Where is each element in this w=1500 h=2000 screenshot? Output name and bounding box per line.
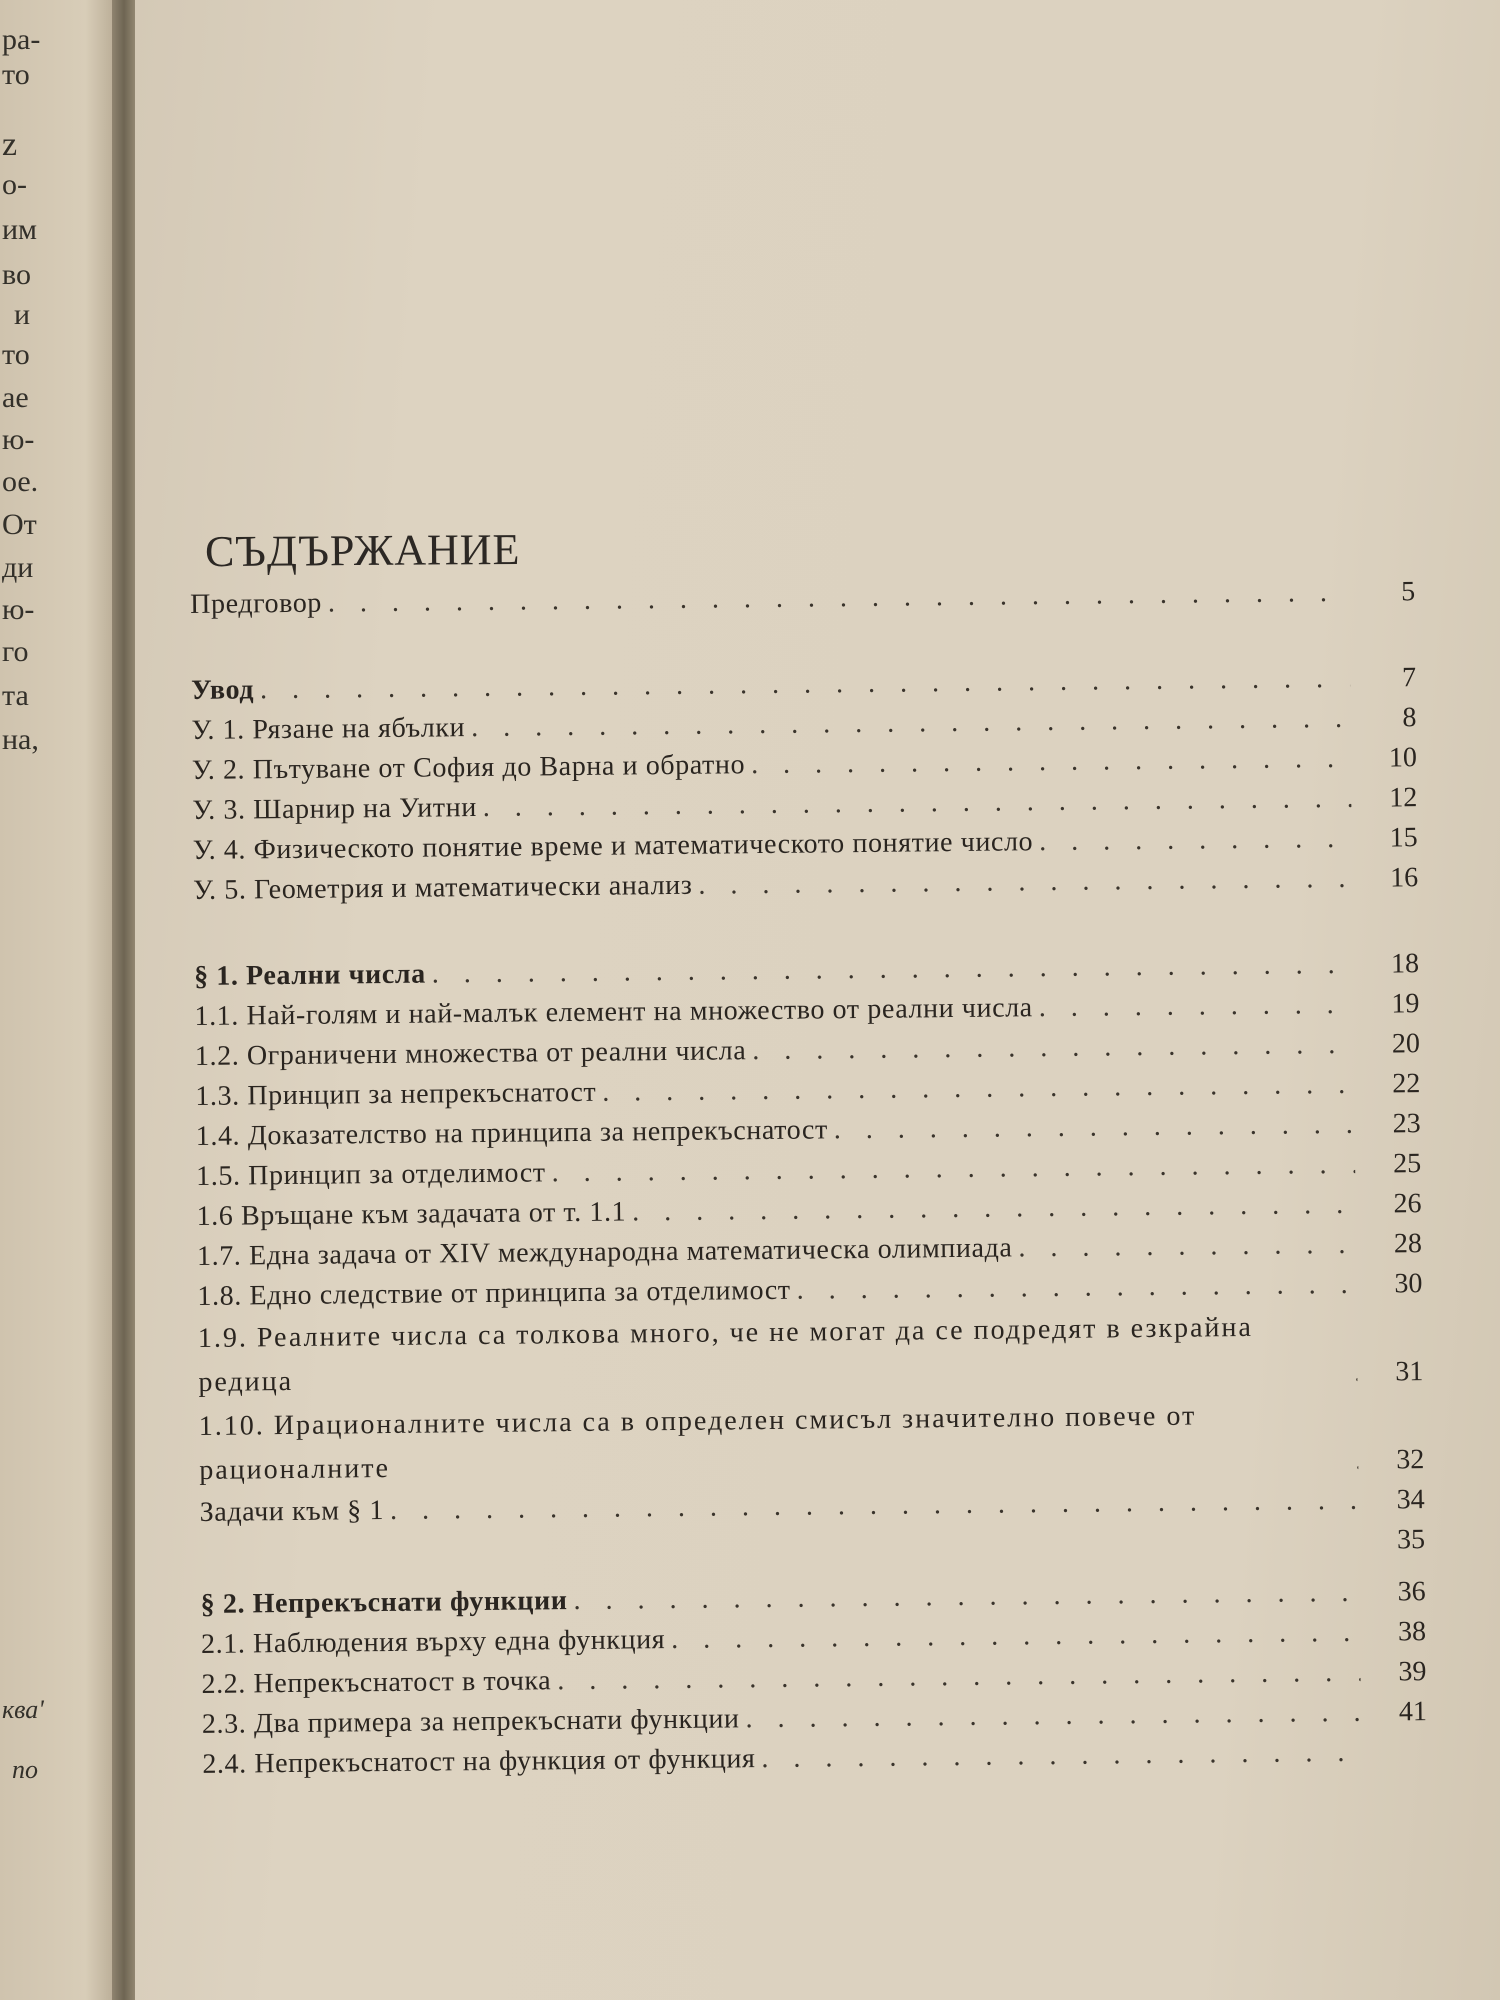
toc-page: 8 bbox=[1402, 702, 1417, 734]
toc-page: 28 bbox=[1393, 1228, 1423, 1260]
toc-label: У. 3. Шарнир на Уитни bbox=[192, 792, 477, 826]
left-fragment: От bbox=[2, 508, 37, 541]
toc-label: У. 5. Геометрия и математически анализ bbox=[193, 869, 693, 906]
toc-page: 16 bbox=[1389, 862, 1419, 894]
toc-page: 12 bbox=[1389, 782, 1418, 814]
toc-page: 38 bbox=[1397, 1616, 1427, 1648]
toc-label: 2.3. Два примера за непрекъснати функции bbox=[201, 1703, 740, 1740]
left-page bbox=[0, 0, 122, 2000]
toc-page: 41 bbox=[1398, 1696, 1428, 1728]
left-fragment: ае bbox=[2, 381, 29, 414]
left-fragment: ра- bbox=[2, 23, 41, 56]
toc-label: 1.1. Най-голям и най-малък елемент на множество от реални числа bbox=[194, 992, 1033, 1032]
toc-page bbox=[1367, 1760, 1427, 1761]
table-of-contents bbox=[190, 572, 1427, 1785]
toc-page: 20 bbox=[1391, 1028, 1421, 1060]
toc-page: 18 bbox=[1390, 948, 1420, 980]
leader-dots bbox=[752, 1025, 1354, 1071]
toc-page: 31 bbox=[1395, 1356, 1424, 1388]
leader-dots bbox=[796, 1265, 1356, 1311]
left-fragment: та bbox=[2, 679, 29, 712]
left-fragment: ю- bbox=[2, 593, 35, 626]
toc-label: 1.8. Едно следствие от принципа за отделимост bbox=[197, 1274, 791, 1312]
toc-label: 2.4. Непрекъснатост на функция от функция bbox=[202, 1743, 756, 1780]
toc-entry bbox=[199, 1392, 1425, 1493]
toc-label: 2.2. Непрекъснатост в точка bbox=[201, 1665, 552, 1700]
toc-label: У. 2. Пътуване от София до Варна и обратно bbox=[191, 749, 746, 786]
toc-page: 32 bbox=[1396, 1444, 1425, 1476]
left-fragment: по bbox=[12, 1755, 38, 1784]
leader-dots bbox=[761, 1733, 1361, 1779]
toc-page: 34 bbox=[1396, 1484, 1425, 1516]
left-fragment: и bbox=[14, 298, 31, 331]
left-fragment: ква' bbox=[2, 1695, 44, 1724]
left-fragment: на, bbox=[2, 723, 39, 756]
toc-label: 1.2. Ограничени множества от реални числа bbox=[194, 1035, 747, 1072]
toc-page: 26 bbox=[1393, 1188, 1422, 1220]
toc-page: 30 bbox=[1394, 1268, 1423, 1300]
left-fragment: о- bbox=[2, 168, 27, 201]
leader-dots bbox=[1039, 819, 1352, 862]
left-fragment: то bbox=[2, 58, 30, 91]
toc-page: 5 bbox=[1400, 576, 1416, 608]
toc-label: У. 4. Физическото понятие време и математическото понятие число bbox=[192, 826, 1034, 866]
toc-label: Предговор bbox=[190, 587, 323, 620]
toc-page: 35 bbox=[1396, 1524, 1426, 1556]
toc-page: 23 bbox=[1392, 1108, 1421, 1140]
leader-dots bbox=[751, 739, 1351, 785]
toc-label: 2.1. Наблюдения върху една функция bbox=[200, 1624, 666, 1660]
left-fragment: ое. bbox=[2, 465, 39, 498]
toc-page: 39 bbox=[1398, 1656, 1427, 1688]
left-fragment: z bbox=[2, 126, 18, 163]
toc-page: 7 bbox=[1401, 662, 1417, 694]
toc-page: 10 bbox=[1388, 742, 1418, 774]
toc-page: 25 bbox=[1392, 1148, 1422, 1180]
toc-page: 19 bbox=[1391, 988, 1420, 1020]
toc-entry bbox=[198, 1304, 1424, 1405]
toc-label: У. 1. Рязане на ябълки bbox=[191, 712, 466, 746]
toc-label: 1.7. Една задача от XIV международна математическа олимпиада bbox=[196, 1232, 1013, 1272]
leader-dots bbox=[745, 1693, 1361, 1739]
page-title: СЪДЪРЖАНИЕ bbox=[204, 525, 521, 577]
toc-label: 1.5. Принцип за отделимост bbox=[196, 1157, 546, 1192]
toc-label: Задачи към § 1 bbox=[199, 1495, 385, 1528]
toc-label: § 1. Реални числа bbox=[193, 958, 426, 992]
left-fragment: во bbox=[2, 258, 31, 291]
toc-label: 1.4. Доказателство на принципа за непрекъснатост bbox=[195, 1114, 828, 1152]
toc-page: 36 bbox=[1397, 1576, 1426, 1608]
leader-dots bbox=[1018, 1225, 1356, 1269]
toc-label: Увод bbox=[190, 674, 255, 706]
leader-dots bbox=[1354, 1353, 1357, 1393]
left-fragment: им bbox=[2, 213, 38, 246]
leader-dots bbox=[1039, 985, 1354, 1028]
leader-dots bbox=[1355, 1441, 1358, 1481]
left-fragment: ю- bbox=[2, 423, 35, 456]
left-fragment: ди bbox=[2, 551, 34, 584]
toc-page: 22 bbox=[1392, 1068, 1421, 1100]
toc-label: 1.10. Ирационалните числа са в определен смисъл значително повече от рационалните bbox=[198, 1400, 1197, 1486]
toc-label: § 2. Непрекъснати функции bbox=[200, 1585, 568, 1620]
toc-label: 1.6 Връщане към задачата от т. 1.1 bbox=[196, 1196, 627, 1232]
toc-page: 15 bbox=[1389, 822, 1418, 854]
toc-label: 1.3. Принцип за непрекъснатост bbox=[195, 1076, 597, 1112]
left-fragment: го bbox=[2, 635, 29, 668]
left-fragment: то bbox=[2, 338, 30, 371]
leader-dots bbox=[698, 859, 1352, 906]
toc-label: 1.9. Реалните числа са толкова много, че не могат да се подредят в езкрайна редица bbox=[197, 1311, 1254, 1398]
leader-dots bbox=[834, 1105, 1355, 1150]
